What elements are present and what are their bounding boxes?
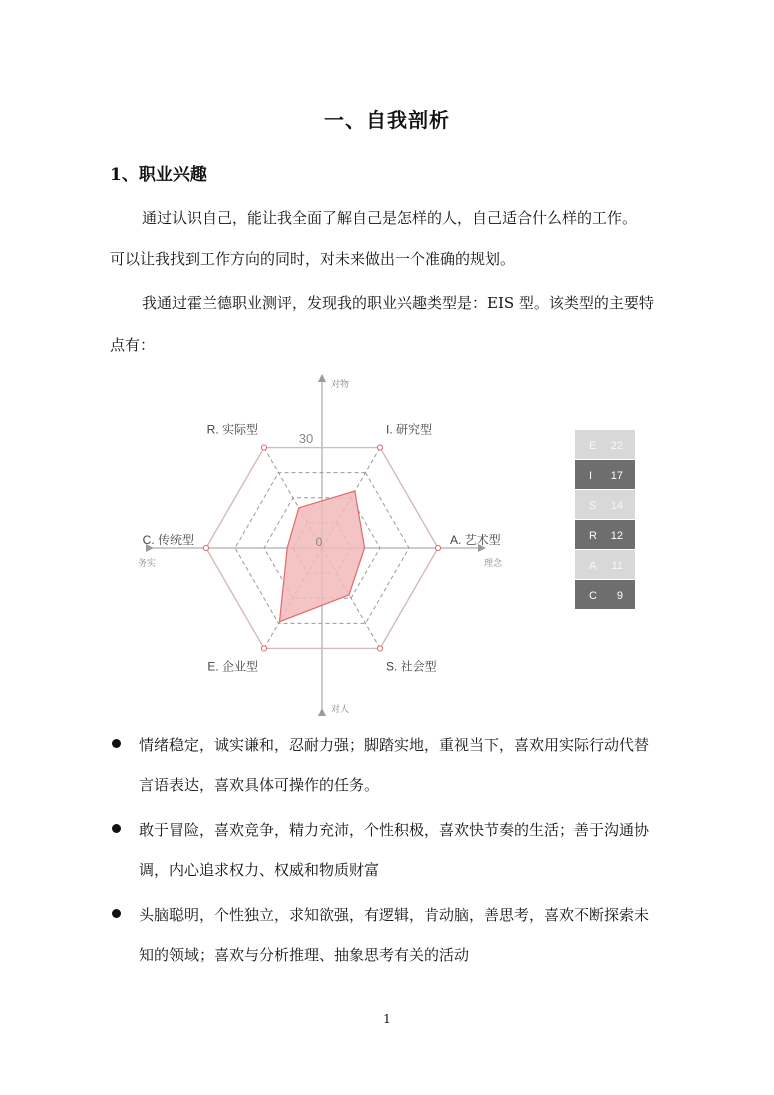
vertex-R [261, 445, 266, 450]
axis-label-A: A. 艺术型 [450, 533, 501, 547]
page-number: 1 [383, 1012, 391, 1026]
axis-label-E: E. 企业型 [207, 659, 258, 674]
holland-radar-chart [130, 372, 650, 720]
bullet-2-dot [112, 824, 121, 833]
page-heading: 一、自我剖析 [324, 108, 450, 132]
axis-label-S: S. 社会型 [386, 659, 437, 674]
score-row-A [575, 550, 635, 579]
score-code-E: E [589, 440, 597, 452]
score-value-S: 14 [610, 500, 623, 512]
score-value-E: 22 [610, 440, 623, 452]
axis-label-R: R. 实际型 [206, 422, 258, 437]
score-code-R: R [589, 530, 597, 542]
min-value-label: 0 [315, 535, 323, 549]
score-code-C: C [589, 590, 597, 602]
bullet-3-dot [112, 909, 121, 918]
max-value-label: 30 [298, 431, 314, 446]
score-table [575, 430, 635, 609]
direction-top-label: 对物 [331, 379, 350, 389]
radar-data-polygon [279, 491, 364, 622]
score-code-A: A [589, 560, 597, 572]
score-row-I [575, 460, 635, 489]
bullet-2-line-2: 调，内心追求权力、权威和物质财富 [139, 861, 380, 879]
vertex-I [377, 445, 382, 450]
score-row-R [575, 520, 635, 549]
bullet-1-line-1: 情绪稳定，诚实谦和，忍耐力强；脚踏实地，重视当下，喜欢用实际行动代替 [139, 736, 650, 754]
paragraph-1-line-2: 可以让我找到工作方向的同时，对未来做出一个准确的规划。 [110, 250, 516, 268]
score-row-C [575, 580, 635, 609]
score-row-S [575, 490, 635, 519]
score-value-C: 9 [616, 590, 623, 602]
direction-bottom-label: 对人 [331, 704, 350, 714]
score-value-R: 12 [610, 530, 623, 542]
direction-left-label: 务实 [138, 558, 157, 568]
vertex-E [261, 646, 266, 651]
score-row-E [575, 430, 635, 459]
axis-label-C: C. 传统型 [142, 533, 194, 547]
score-code-S: S [589, 500, 597, 512]
bullet-3-line-1: 头脑聪明，个性独立，求知欲强，有逻辑，肯动脑，善思考，喜欢不断探索未 [139, 906, 650, 924]
paragraph-2-line-1: 我通过霍兰德职业测评，发现我的职业兴趣类型是：EIS 型。该类型的主要特 [142, 294, 654, 312]
vertex-S [377, 646, 382, 651]
section-title: 1、职业兴趣 [110, 165, 207, 185]
bullet-1-line-2: 言语表达，喜欢具体可操作的任务。 [139, 776, 380, 794]
paragraph-1-line-1: 通过认识自己，能让我全面了解自己是怎样的人，自己适合什么样的工作。 [142, 209, 638, 227]
score-value-A: 11 [611, 560, 623, 572]
paragraph-2-line-2: 点有： [110, 336, 156, 354]
bullet-3-line-2: 知的领域；喜欢与分析推理、抽象思考有关的活动 [139, 946, 470, 964]
direction-right-label: 理念 [484, 558, 503, 568]
axis-label-I: I. 研究型 [386, 422, 433, 437]
bullet-2-line-1: 敢于冒险，喜欢竞争，精力充沛，个性积极，喜欢快节奏的生活；善于沟通协 [139, 821, 650, 839]
vertex-C [203, 545, 208, 550]
bullet-1-dot [112, 739, 121, 748]
vertex-A [435, 545, 440, 550]
score-code-I: I [589, 470, 593, 482]
score-value-I: 17 [610, 470, 623, 482]
